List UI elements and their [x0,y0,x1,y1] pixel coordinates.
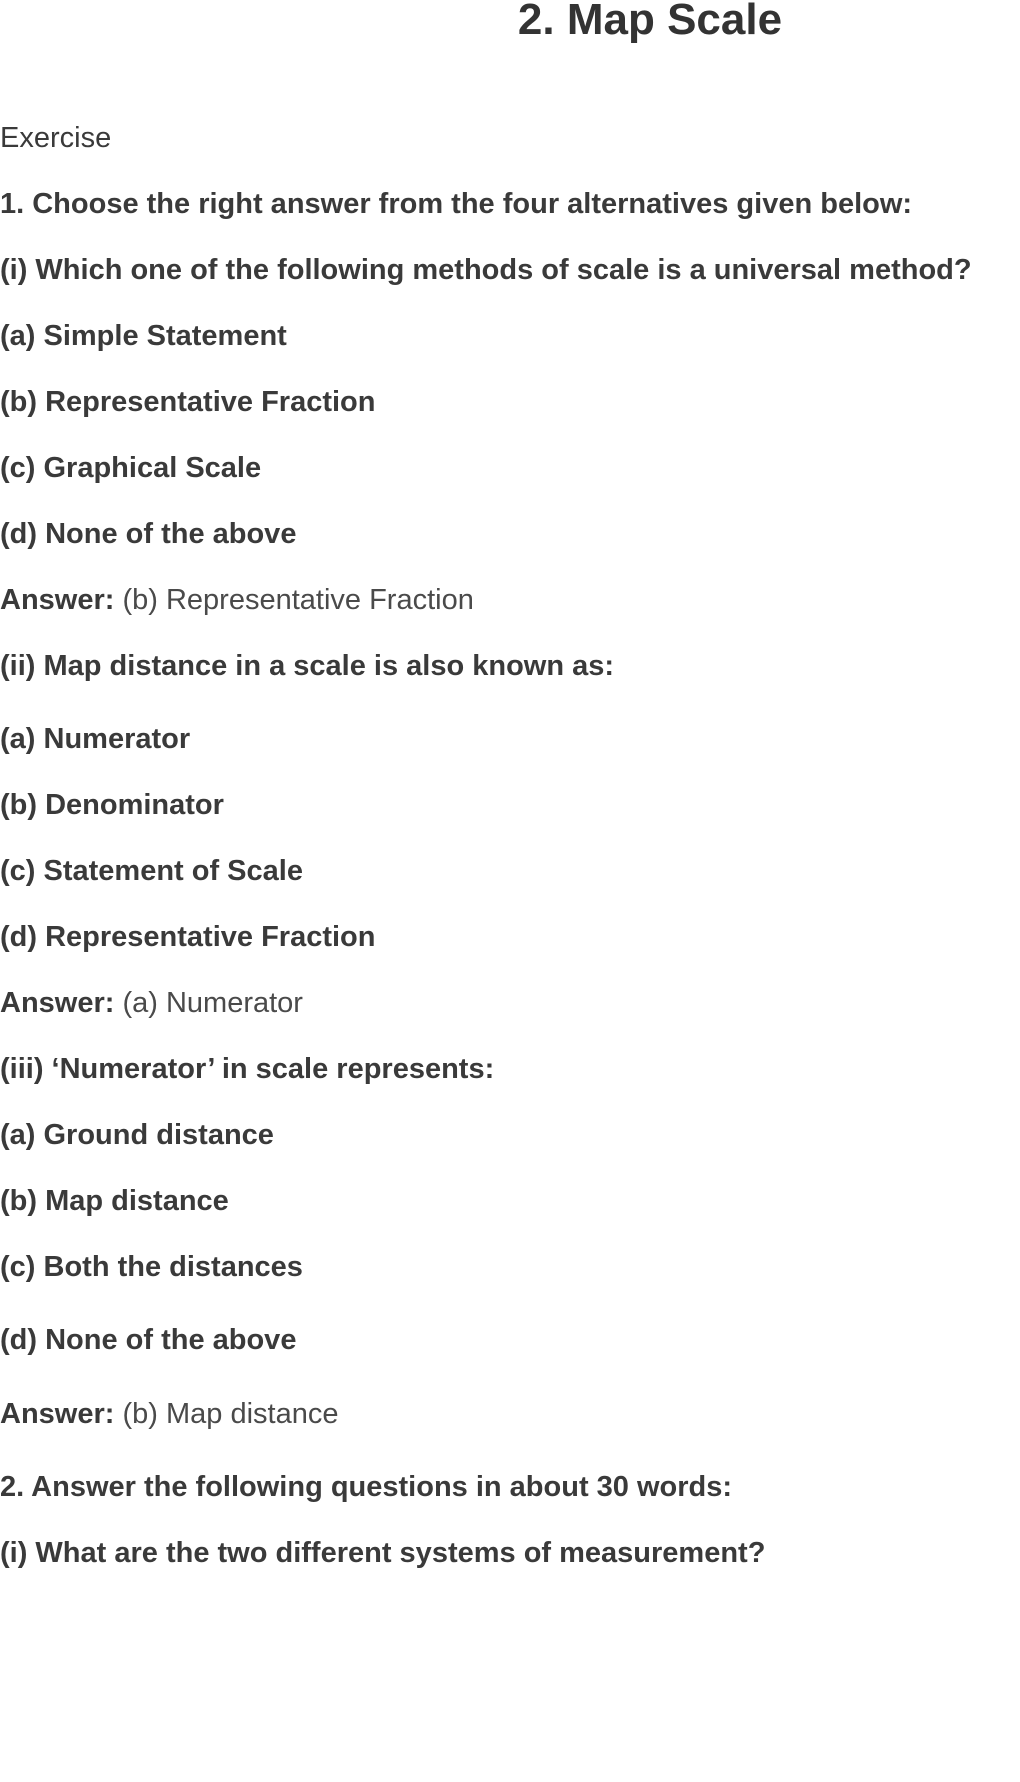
option-i-b: (b) Representative Fraction [0,386,376,418]
question-iii: (iii) ‘Numerator’ in scale represents: [0,1053,495,1085]
question-2-i: (i) What are the two different systems of measurement? [0,1537,766,1569]
option-iii-a: (a) Ground distance [0,1119,274,1151]
page-title: 2. Map Scale [517,0,783,44]
answer-value: (b) Map distance [114,1398,339,1430]
section-heading: Exercise [0,122,112,154]
option-ii-b: (b) Denominator [0,789,224,821]
answer-iii [0,1397,338,1431]
answer-label: Answer: [0,1398,115,1430]
option-ii-a: (a) Numerator [0,723,191,755]
option-iii-d: (d) None of the above [0,1324,297,1356]
option-ii-d: (d) Representative Fraction [0,921,376,953]
question-i: (i) Which one of the following methods of scale is a universal method? [0,254,972,286]
option-iii-c: (c) Both the distances [0,1251,303,1283]
answer-value: (b) Representative Fraction [114,584,474,616]
option-i-c: (c) Graphical Scale [0,452,262,484]
option-ii-c: (c) Statement of Scale [0,855,303,887]
answer-ii [0,986,303,1020]
answer-i [0,583,474,617]
option-i-a: (a) Simple Statement [0,320,287,352]
question-ii: (ii) Map distance in a scale is also known as: [0,650,615,682]
option-iii-b: (b) Map distance [0,1185,229,1217]
question-1-heading: 1. Choose the right answer from the four alternatives given below: [0,188,913,220]
answer-label: Answer: [0,584,115,616]
answer-label: Answer: [0,987,115,1019]
answer-value: (a) Numerator [114,987,303,1019]
question-2-heading: 2. Answer the following questions in about 30 words: [0,1471,733,1503]
option-i-d: (d) None of the above [0,518,297,550]
